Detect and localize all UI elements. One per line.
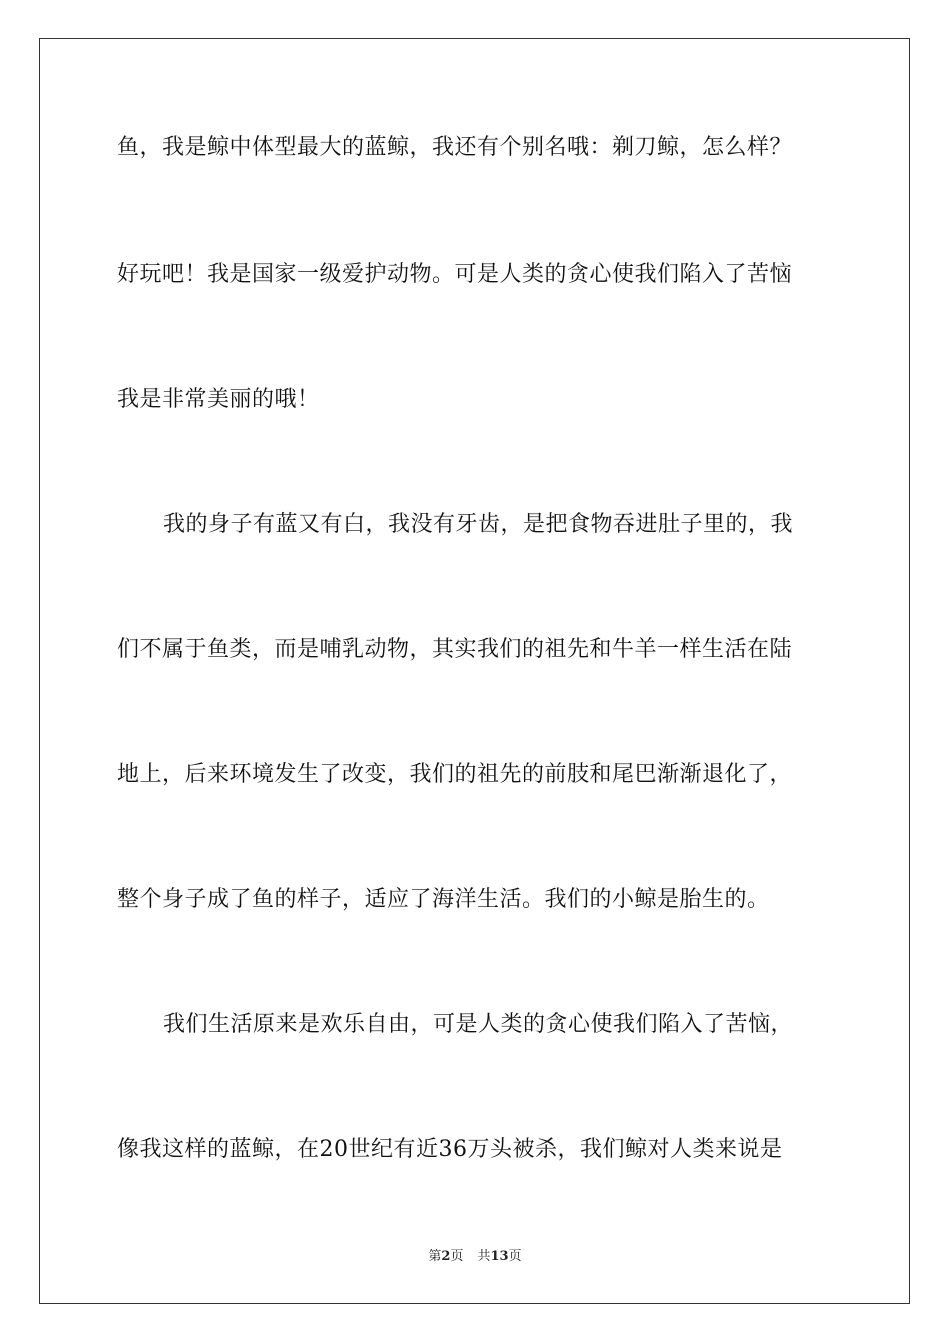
paragraph-2-line-3: 地上，后来环境发生了改变，我们的祖先的前肢和尾巴渐渐退化了， [117,762,793,787]
paragraph-3-line-1: 我们生活原来是欢乐自由，可是人类的贪心使我们陷入了苦恼， [163,1012,794,1037]
paragraph-2-line-1: 我的身子有蓝又有白，我没有牙齿，是把食物吞进肚子里的，我 [163,512,794,537]
page-footer [0,1248,950,1266]
page-number: 2 [441,1249,451,1264]
page-frame [39,38,910,1304]
page-prefix: 第 [428,1249,442,1264]
paragraph-2-line-2: 们不属于鱼类，而是哺乳动物，其实我们的祖先和牛羊一样生活在陆 [117,637,793,662]
paragraph-2-line-4: 整个身子成了鱼的样子，适应了海洋生活。我们的小鲸是胎生的。 [117,887,770,912]
paragraph-3-line-2: 像我这样的蓝鲸，在20世纪有近36万头被杀，我们鲸对人类来说是 [117,1137,783,1162]
page-suffix: 页 [450,1249,464,1264]
text-line-3: 我是非常美丽的哦！ [117,387,320,412]
total-suffix: 页 [508,1249,522,1264]
total-pages: 13 [490,1249,509,1264]
text-line-2: 好玩吧！我是国家一级爱护动物。可是人类的贪心使我们陷入了苦恼 [117,262,793,287]
total-prefix: 共 [477,1249,491,1264]
text-line-1: 鱼，我是鲸中体型最大的蓝鲸，我还有个别名哦：剃刀鲸，怎么样？ [117,135,793,160]
